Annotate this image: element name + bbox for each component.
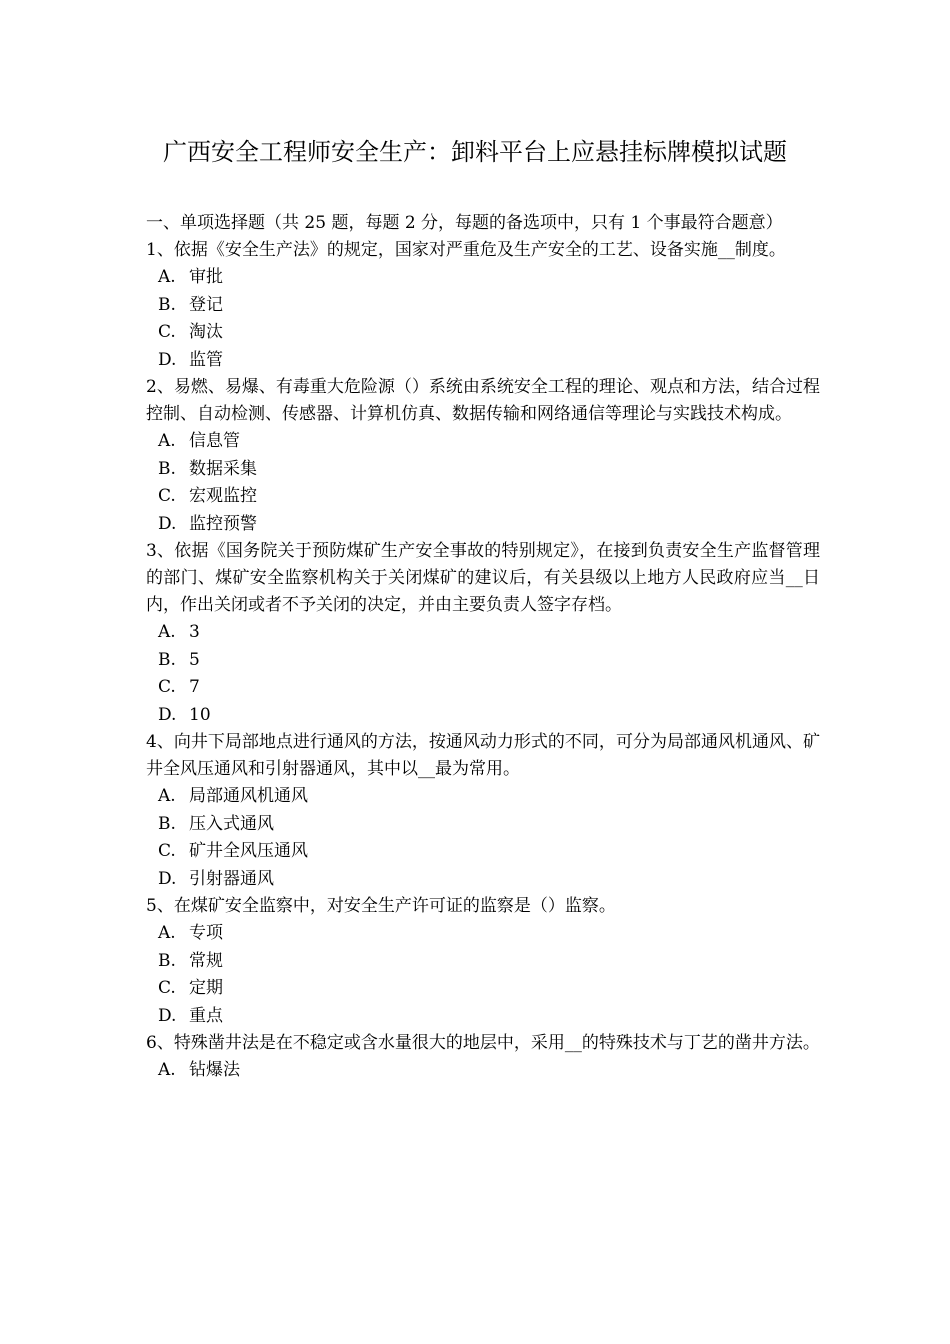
question-block <box>146 1030 820 1085</box>
option-letter: B. <box>158 458 176 479</box>
option-item <box>146 347 820 375</box>
option-text: 淘汰 <box>189 322 223 342</box>
document-title: 广西安全工程师安全生产：卸料平台上应悬挂标牌模拟试题 <box>163 138 787 166</box>
question-text: 3、依据《国务院关于预防煤矿生产安全事故的特别规定》，在接到负责安全生产监督管理的部门、煤矿安全监察机构关于关闭煤矿的建议后，有关县级以上地方人民政府应当__日内，作出关闭或者不予关闭的决定，并由主要负责人签字存档。 <box>146 541 820 615</box>
option-item <box>146 1003 820 1031</box>
option-text: 引射器通风 <box>189 868 274 889</box>
question-block <box>146 538 820 729</box>
option-letter: A. <box>158 267 176 287</box>
option-text: 监管 <box>189 349 223 370</box>
option-item <box>146 702 820 730</box>
question-block <box>146 729 820 893</box>
question-text: 5、在煤矿安全监察中，对安全生产许可证的监察是（）监察。 <box>146 896 616 916</box>
option-text: 10 <box>189 704 211 725</box>
option-letter: C. <box>158 841 176 861</box>
option-letter: A. <box>158 923 176 943</box>
option-item <box>146 264 820 292</box>
option-letter: C. <box>158 677 176 697</box>
option-letter: A. <box>158 1060 176 1080</box>
option-text: 监控预警 <box>189 513 257 534</box>
question-block <box>146 893 820 1030</box>
option-item <box>146 647 820 675</box>
option-letter: B. <box>158 649 176 670</box>
option-text: 定期 <box>189 978 223 998</box>
option-letter: A. <box>158 431 176 451</box>
option-letter: D. <box>158 868 177 889</box>
option-letter: D. <box>158 1005 177 1026</box>
option-text: 信息管 <box>189 431 240 451</box>
option-text: 钻爆法 <box>189 1060 240 1080</box>
option-item <box>146 975 820 1003</box>
option-item <box>146 674 820 702</box>
option-text: 压入式通风 <box>189 813 274 834</box>
option-text: 3 <box>189 622 200 642</box>
option-letter: A. <box>158 786 176 806</box>
option-text: 专项 <box>189 923 223 943</box>
question-block <box>146 374 820 538</box>
option-text: 局部通风机通风 <box>189 786 308 806</box>
option-item <box>146 483 820 511</box>
option-item <box>146 456 820 484</box>
option-item <box>146 948 820 976</box>
option-item <box>146 292 820 320</box>
option-item <box>146 811 820 839</box>
option-letter: C. <box>158 322 176 342</box>
option-text: 登记 <box>189 294 223 315</box>
option-text: 重点 <box>189 1005 223 1026</box>
question-text: 4、向井下局部地点进行通风的方法，按通风动力形式的不同，可分为局部通风机通风、矿井全风压通风和引射器通风，其中以__最为常用。 <box>146 732 820 779</box>
document-body <box>146 210 820 1085</box>
option-item <box>146 866 820 894</box>
option-item <box>146 783 820 811</box>
option-letter: A. <box>158 622 176 642</box>
question-text: 2、易燃、易爆、有毒重大危险源（）系统由系统安全工程的理论、观点和方法，结合过程控制、自动检测、传感器、计算机仿真、数据传输和网络通信等理论与实践技术构成。 <box>146 377 820 424</box>
option-letter: C. <box>158 978 176 998</box>
question-text: 6、特殊凿井法是在不稳定或含水量很大的地层中，采用__的特殊技术与丁艺的凿井方法。 <box>146 1033 820 1053</box>
option-letter: D. <box>158 349 177 370</box>
option-text: 矿井全风压通风 <box>189 841 308 861</box>
option-letter: B. <box>158 950 176 971</box>
option-text: 5 <box>189 649 200 670</box>
option-letter: C. <box>158 486 176 506</box>
option-item <box>146 838 820 866</box>
option-letter: B. <box>158 294 176 315</box>
option-letter: B. <box>158 813 176 834</box>
section-heading: 一、单项选择题（共 25 题，每题 2 分，每题的备选项中，只有 1 个事最符合题意） <box>146 213 783 233</box>
option-text: 7 <box>189 677 200 697</box>
option-item <box>146 1057 820 1085</box>
option-letter: D. <box>158 704 177 725</box>
option-text: 数据采集 <box>189 458 257 479</box>
option-item <box>146 319 820 347</box>
option-text: 审批 <box>189 267 223 287</box>
option-item <box>146 619 820 647</box>
question-block <box>146 237 820 374</box>
option-item <box>146 511 820 539</box>
option-item <box>146 920 820 948</box>
option-text: 宏观监控 <box>189 486 257 506</box>
question-text: 1、依据《安全生产法》的规定，国家对严重危及生产安全的工艺、设备实施__制度。 <box>146 240 786 260</box>
option-letter: D. <box>158 513 177 534</box>
option-item <box>146 428 820 456</box>
option-text: 常规 <box>189 950 223 971</box>
